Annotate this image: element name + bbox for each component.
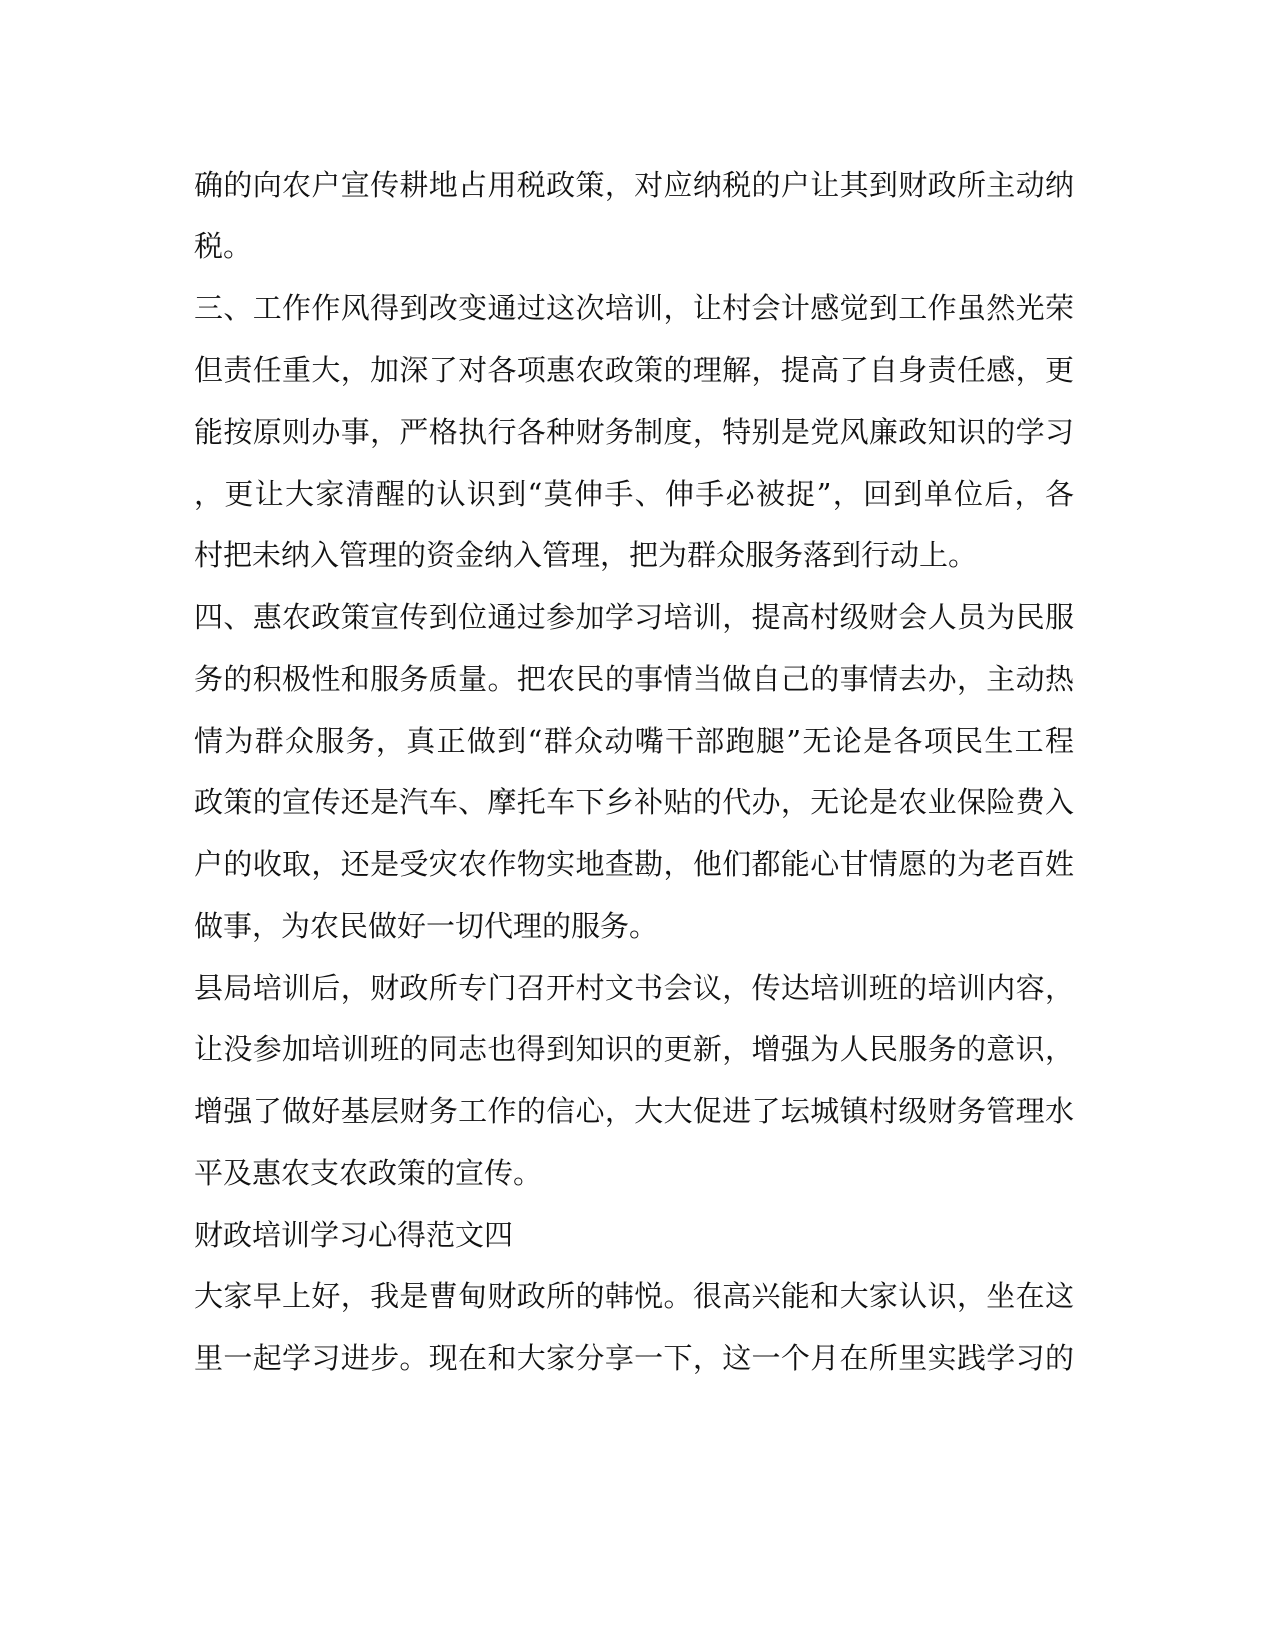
text-line: 务的积极性和服务质量。把农民的事情当做自己的事情去办，主动热 [194, 662, 1074, 696]
text-line: 税。 [194, 229, 253, 263]
text-line: 能按原则办事，严格执行各种财务制度，特别是党风廉政知识的学习 [194, 415, 1074, 449]
text-line: 让没参加培训班的同志也得到知识的更新，增强为人民服务的意识， [194, 1032, 1074, 1066]
text-line: 户的收取，还是受灾农作物实地查勘，他们都能心甘情愿的为老百姓 [194, 847, 1074, 881]
text-line: 做事，为农民做好一切代理的服务。 [194, 909, 659, 943]
text-line: 平及惠农支农政策的宣传。 [194, 1156, 543, 1190]
text-line: 县局培训后，财政所专门召开村文书会议，传达培训班的培训内容， [194, 971, 1074, 1005]
text-line: 大家早上好，我是曹甸财政所的韩悦。很高兴能和大家认识，坐在这 [194, 1279, 1074, 1313]
text-line: 里一起学习进步。现在和大家分享一下，这一个月在所里实践学习的 [194, 1341, 1074, 1375]
section-heading: 财政培训学习心得范文四 [194, 1218, 514, 1252]
text-line: 情为群众服务，真正做到“群众动嘴干部跑腿”无论是各项民生工程 [194, 724, 1074, 758]
text-line: 增强了做好基层财务工作的信心，大大促进了坛城镇村级财务管理水 [194, 1094, 1074, 1128]
text-line: 村把未纳入管理的资金纳入管理，把为群众服务落到行动上。 [194, 538, 978, 572]
text-line: 三、工作作风得到改变通过这次培训，让村会计感觉到工作虽然光荣 [194, 291, 1074, 325]
text-line: 确的向农户宣传耕地占用税政策，对应纳税的户让其到财政所主动纳 [194, 168, 1074, 202]
text-line: 四、惠农政策宣传到位通过参加学习培训，提高村级财会人员为民服 [194, 600, 1074, 634]
text-line: 但责任重大，加深了对各项惠农政策的理解，提高了自身责任感，更 [194, 353, 1074, 387]
text-line: ，更让大家清醒的认识到“莫伸手、伸手必被捉”，回到单位后，各 [194, 477, 1074, 511]
text-line: 政策的宣传还是汽车、摩托车下乡补贴的代办，无论是农业保险费入 [194, 785, 1074, 819]
